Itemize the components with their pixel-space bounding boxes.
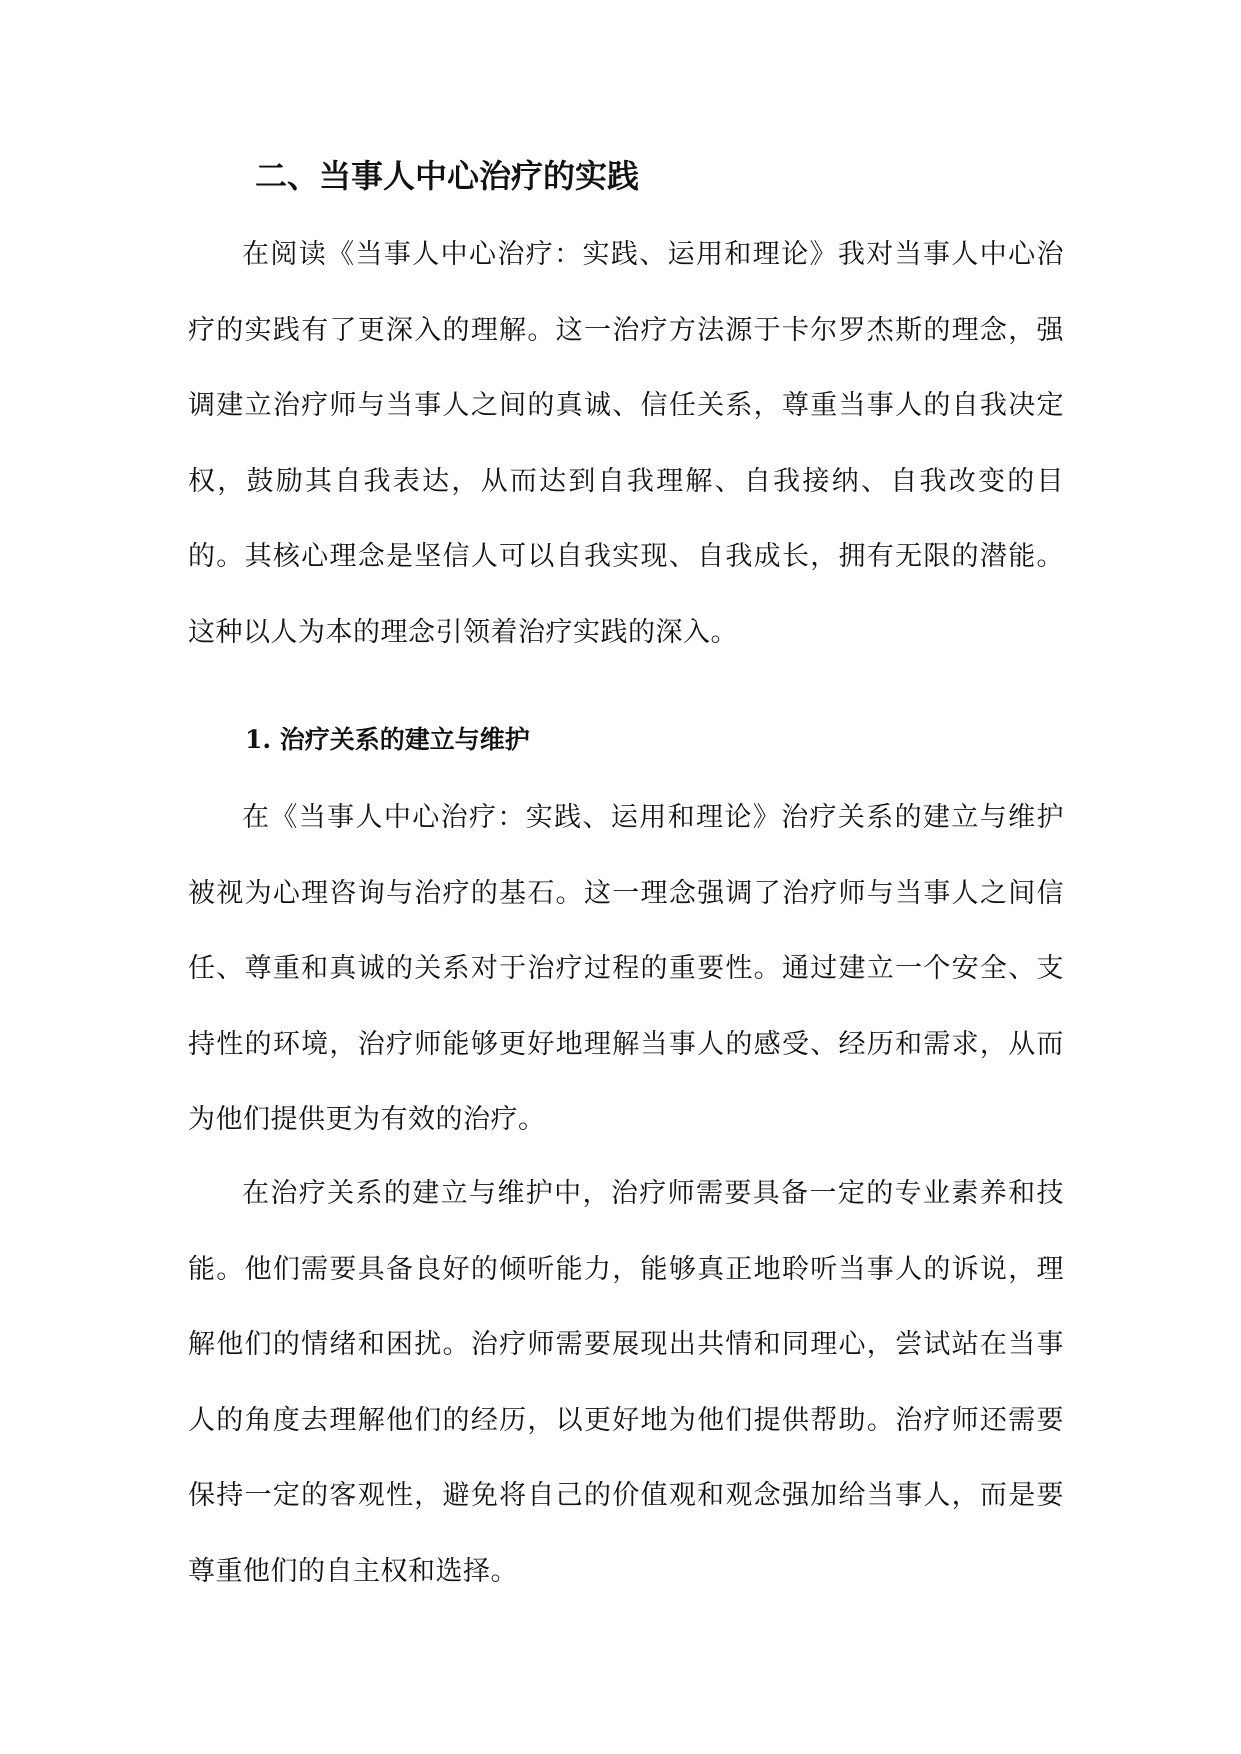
paragraph-intro: 在阅读《当事人中心治疗：实践、运用和理论》我对当事人中心治疗的实践有了更深入的理解。这一治疗方法源于卡尔罗杰斯的理念，强调建立治疗师与当事人之间的真诚、信任关系，尊重当事人的自我决定权，鼓励其自我表达，从而达到自我理解、自我接纳、自我改变的目的。其核心理念是坚信人可以自我实现、自我成长，拥有无限的潜能。这种以人为本的理念引领着治疗实践的深入。 — [188, 239, 1064, 648]
subsection-title: 1. 治疗关系的建立与维护 — [245, 725, 530, 754]
section-title: 二、当事人中心治疗的实践 — [255, 157, 640, 195]
paragraph-skills: 在治疗关系的建立与维护中，治疗师需要具备一定的专业素养和技能。他们需要具备良好的倾听能力，能够真正地聆听当事人的诉说，理解他们的情绪和困扰。治疗师需要展现出共情和同理心，尝试站在当事人的角度去理解他们的经历，以更好地为他们提供帮助。治疗师还需要保持一定的客观性，避免将自己的价值观和观念强加给当事人，而是要尊重他们的自主权和选择。 — [188, 1178, 1064, 1587]
paragraph-relationship: 在《当事人中心治疗：实践、运用和理论》治疗关系的建立与维护被视为心理咨询与治疗的基石。这一理念强调了治疗师与当事人之间信任、尊重和真诚的关系对于治疗过程的重要性。通过建立一个安全、支持性的环境，治疗师能够更好地理解当事人的感受、经历和需求，从而为他们提供更为有效的治疗。 — [188, 802, 1064, 1135]
